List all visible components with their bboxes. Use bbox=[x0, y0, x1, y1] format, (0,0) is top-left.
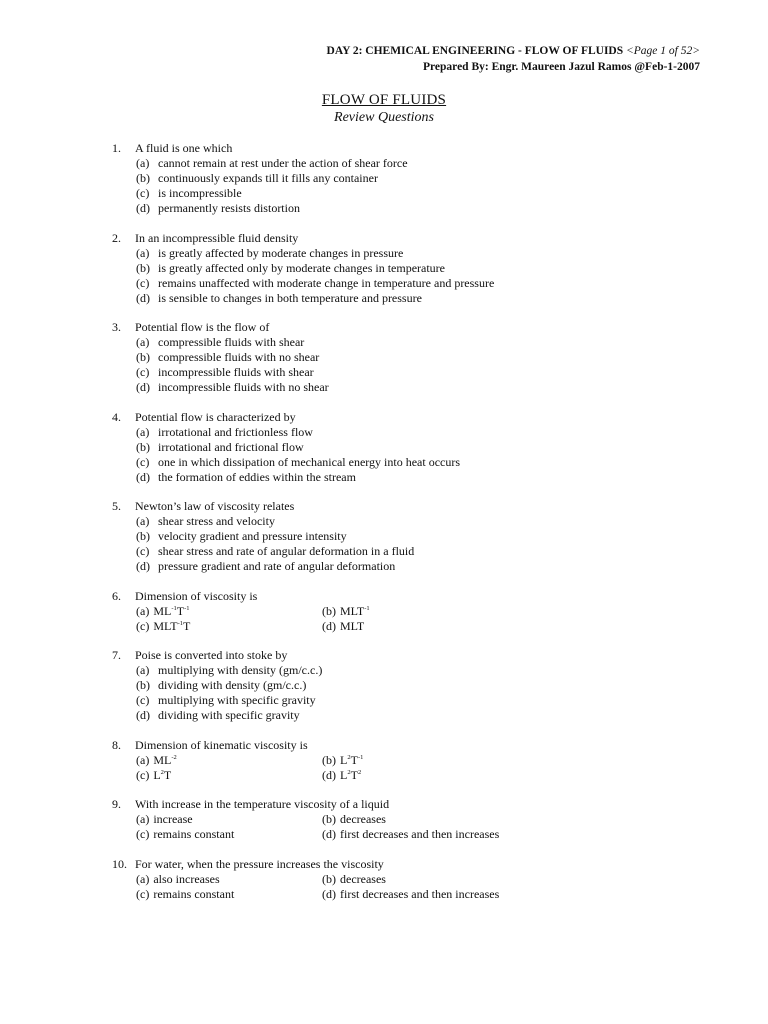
question-text: With increase in the temperature viscosity of a liquid bbox=[135, 797, 390, 811]
option-text: cannot remain at rest under the action of shear force bbox=[158, 156, 408, 170]
option-label: (c) bbox=[136, 275, 150, 290]
option-label: (b) bbox=[136, 260, 150, 275]
option-grid bbox=[136, 604, 712, 634]
option-label: (a) bbox=[136, 245, 150, 260]
option-text-part: T bbox=[176, 603, 185, 618]
option-text: incompressible fluids with shear bbox=[158, 365, 314, 379]
option-item bbox=[136, 812, 322, 827]
option-item bbox=[136, 350, 712, 365]
option-text-part: ML bbox=[153, 752, 172, 767]
exponent: 2 bbox=[357, 768, 362, 776]
option-grid bbox=[136, 872, 712, 902]
header-page-info: <Page 1 of 52> bbox=[626, 45, 700, 57]
option-item bbox=[136, 335, 712, 350]
option-list bbox=[136, 335, 712, 395]
option-text: remains unaffected with moderate change in temperature and pressure bbox=[158, 275, 495, 290]
option-label: (d) bbox=[136, 559, 150, 573]
option-text-part: first decreases and then increases bbox=[340, 827, 500, 841]
title-block bbox=[0, 92, 768, 126]
option-row bbox=[136, 604, 712, 619]
option-label: (b) bbox=[136, 350, 150, 364]
option-label: (d) bbox=[322, 886, 336, 901]
option-text-part: also increases bbox=[153, 871, 220, 886]
option-label: (c) bbox=[136, 365, 150, 379]
question-item bbox=[112, 738, 712, 783]
option-label: (b) bbox=[322, 603, 336, 618]
option-item bbox=[136, 604, 322, 619]
option-item bbox=[136, 872, 322, 887]
option-text bbox=[340, 887, 499, 902]
option-label: (b) bbox=[136, 439, 150, 454]
option-text: shear stress and rate of angular deformation in a fluid bbox=[158, 544, 415, 558]
option-label: (c) bbox=[136, 767, 150, 782]
question-text: Potential flow is characterized by bbox=[135, 409, 296, 424]
option-text: irrotational and frictional flow bbox=[158, 439, 304, 454]
option-label: (a) bbox=[136, 514, 150, 528]
option-label: (b) bbox=[322, 812, 336, 826]
option-text bbox=[340, 872, 386, 887]
option-label: (d) bbox=[322, 767, 336, 782]
question-list bbox=[112, 141, 712, 916]
question-heading bbox=[112, 499, 712, 514]
option-label: (b) bbox=[136, 171, 150, 185]
option-text: one in which dissipation of mechanical energy into heat occurs bbox=[158, 454, 461, 469]
option-text bbox=[340, 753, 363, 768]
option-item bbox=[136, 708, 712, 723]
option-text-part: MLT bbox=[340, 618, 365, 633]
question-number: 10. bbox=[112, 856, 127, 871]
option-item bbox=[136, 246, 712, 261]
option-text bbox=[153, 619, 190, 634]
option-item bbox=[136, 261, 712, 276]
option-text: incompressible fluids with no shear bbox=[158, 380, 329, 394]
option-label: (d) bbox=[136, 708, 150, 722]
header-course: DAY 2: CHEMICAL ENGINEERING - FLOW OF FLUIDS bbox=[326, 45, 627, 57]
option-label: (c) bbox=[136, 886, 150, 901]
option-text bbox=[153, 753, 176, 768]
option-item bbox=[136, 171, 712, 186]
option-text bbox=[153, 812, 192, 827]
option-item bbox=[136, 186, 712, 201]
option-item bbox=[136, 470, 712, 485]
question-item bbox=[112, 648, 712, 723]
option-text bbox=[153, 872, 219, 887]
option-list bbox=[136, 156, 712, 216]
question-number: 1. bbox=[112, 141, 121, 155]
option-label: (d) bbox=[136, 469, 150, 484]
question-item bbox=[112, 797, 712, 842]
option-text-part: MLT bbox=[340, 603, 365, 618]
option-grid bbox=[136, 812, 712, 842]
option-label: (c) bbox=[136, 693, 150, 707]
option-text: multiplying with density (gm/c.c.) bbox=[158, 663, 323, 677]
exponent: -1 bbox=[177, 619, 183, 627]
option-item bbox=[136, 291, 712, 306]
option-item bbox=[136, 827, 322, 842]
option-text-part: remains constant bbox=[153, 827, 235, 841]
option-item bbox=[322, 768, 361, 783]
option-item bbox=[322, 619, 364, 634]
option-item bbox=[136, 693, 712, 708]
option-label: (a) bbox=[136, 663, 150, 677]
option-grid bbox=[136, 753, 712, 783]
question-heading bbox=[112, 738, 712, 753]
exponent: -2 bbox=[171, 753, 177, 761]
option-text: compressible fluids with no shear bbox=[158, 350, 320, 364]
option-text-part: T bbox=[163, 767, 172, 782]
option-row bbox=[136, 812, 712, 827]
option-text: continuously expands till it fills any container bbox=[158, 171, 378, 185]
question-text: Potential flow is the flow of bbox=[135, 320, 270, 334]
option-list bbox=[136, 514, 712, 574]
option-label: (b) bbox=[322, 871, 336, 886]
option-text-part: L bbox=[153, 767, 161, 782]
option-row bbox=[136, 887, 712, 902]
option-text bbox=[340, 827, 499, 842]
option-item bbox=[136, 514, 712, 529]
option-text-part: increase bbox=[153, 812, 193, 826]
page-header bbox=[327, 44, 700, 75]
exponent: -1 bbox=[171, 604, 177, 612]
option-text-part: T bbox=[182, 618, 191, 633]
question-item bbox=[112, 410, 712, 485]
option-label: (a) bbox=[136, 812, 150, 826]
option-item bbox=[136, 156, 712, 171]
option-item bbox=[136, 544, 712, 559]
option-text: permanently resists distortion bbox=[158, 201, 300, 215]
option-item bbox=[136, 559, 712, 574]
question-heading bbox=[112, 797, 712, 812]
option-item bbox=[136, 276, 712, 291]
option-text: compressible fluids with shear bbox=[158, 335, 305, 349]
option-row bbox=[136, 827, 712, 842]
question-number: 2. bbox=[112, 230, 121, 245]
option-text-part: decreases bbox=[340, 871, 386, 886]
option-item bbox=[322, 887, 499, 902]
option-item bbox=[322, 812, 386, 827]
option-text: multiplying with specific gravity bbox=[158, 693, 316, 707]
option-text: the formation of eddies within the stream bbox=[158, 469, 356, 484]
question-number: 9. bbox=[112, 797, 121, 811]
option-label: (d) bbox=[136, 290, 150, 305]
option-label: (d) bbox=[322, 827, 336, 841]
question-text: In an incompressible fluid density bbox=[135, 230, 299, 245]
option-label: (a) bbox=[136, 752, 150, 767]
option-text bbox=[340, 604, 370, 619]
exponent: -1 bbox=[364, 604, 370, 612]
option-text bbox=[340, 619, 364, 634]
option-text bbox=[340, 812, 386, 827]
option-item bbox=[322, 753, 363, 768]
question-text: Poise is converted into stoke by bbox=[135, 648, 288, 662]
option-text bbox=[153, 887, 234, 902]
option-text: shear stress and velocity bbox=[158, 514, 275, 528]
option-list bbox=[136, 663, 712, 723]
option-item bbox=[136, 768, 322, 783]
option-item bbox=[322, 827, 499, 842]
option-text-part: MLT bbox=[153, 618, 178, 633]
option-text bbox=[153, 768, 171, 783]
option-label: (d) bbox=[136, 380, 150, 394]
question-number: 5. bbox=[112, 499, 121, 513]
option-text-part: L bbox=[340, 767, 348, 782]
option-item bbox=[136, 201, 712, 216]
option-text-part: remains constant bbox=[153, 886, 235, 901]
exponent: 2 bbox=[347, 753, 351, 761]
option-text: irrotational and frictionless flow bbox=[158, 424, 313, 439]
exponent: -1 bbox=[184, 604, 190, 612]
question-heading bbox=[112, 857, 712, 872]
option-text-part: T bbox=[350, 767, 358, 782]
exponent: 2 bbox=[160, 768, 164, 776]
option-label: (a) bbox=[136, 335, 150, 349]
option-label: (b) bbox=[136, 678, 150, 692]
question-heading bbox=[112, 141, 712, 156]
option-label: (c) bbox=[136, 454, 150, 469]
option-text-part: L bbox=[340, 752, 348, 767]
option-label: (a) bbox=[136, 156, 150, 170]
option-text: is sensible to changes in both temperature and pressure bbox=[158, 290, 422, 305]
header-author: Prepared By: Engr. Maureen Jazul Ramos @Feb-1-2007 bbox=[423, 60, 700, 73]
option-text bbox=[340, 768, 361, 783]
option-item bbox=[136, 887, 322, 902]
question-heading bbox=[112, 231, 712, 246]
question-text: A fluid is one which bbox=[135, 141, 233, 155]
option-item bbox=[136, 619, 322, 634]
option-item bbox=[136, 753, 322, 768]
question-item bbox=[112, 499, 712, 574]
option-label: (d) bbox=[322, 618, 336, 633]
option-list bbox=[136, 425, 712, 485]
option-text bbox=[153, 827, 234, 842]
question-heading bbox=[112, 648, 712, 663]
option-text: velocity gradient and pressure intensity bbox=[158, 529, 347, 543]
question-item bbox=[112, 857, 712, 902]
option-text: is incompressible bbox=[158, 186, 242, 200]
option-text-part: ML bbox=[153, 603, 172, 618]
option-label: (a) bbox=[136, 603, 150, 618]
option-item bbox=[136, 678, 712, 693]
option-label: (b) bbox=[136, 529, 150, 543]
question-text: Newton’s law of viscosity relates bbox=[135, 499, 295, 513]
question-heading bbox=[112, 410, 712, 425]
option-text-part: first decreases and then increases bbox=[340, 886, 500, 901]
option-item bbox=[136, 365, 712, 380]
option-label: (b) bbox=[322, 752, 336, 767]
question-number: 4. bbox=[112, 409, 121, 424]
option-text: is greatly affected only by moderate changes in temperature bbox=[158, 260, 445, 275]
document-subtitle: Review Questions bbox=[334, 110, 434, 125]
option-item bbox=[322, 872, 386, 887]
question-text: For water, when the pressure increases the viscosity bbox=[135, 856, 384, 871]
option-label: (c) bbox=[136, 618, 150, 633]
question-heading bbox=[112, 589, 712, 604]
question-number: 8. bbox=[112, 737, 121, 752]
option-item bbox=[322, 604, 370, 619]
option-label: (d) bbox=[136, 201, 150, 215]
question-item bbox=[112, 231, 712, 306]
exponent: 2 bbox=[347, 768, 351, 776]
option-item bbox=[136, 425, 712, 440]
header-course-line bbox=[327, 44, 700, 60]
option-text bbox=[153, 604, 189, 619]
option-text-part: decreases bbox=[340, 812, 386, 826]
option-label: (c) bbox=[136, 544, 150, 558]
option-label: (a) bbox=[136, 871, 150, 886]
question-heading bbox=[112, 320, 712, 335]
question-number: 7. bbox=[112, 648, 121, 662]
option-text: dividing with density (gm/c.c.) bbox=[158, 678, 307, 692]
option-list bbox=[136, 246, 712, 306]
option-item bbox=[136, 529, 712, 544]
option-row bbox=[136, 753, 712, 768]
question-text: Dimension of viscosity is bbox=[135, 588, 258, 603]
option-text: dividing with specific gravity bbox=[158, 708, 300, 722]
option-row bbox=[136, 768, 712, 783]
exponent: -1 bbox=[357, 753, 364, 761]
option-row bbox=[136, 872, 712, 887]
option-item bbox=[136, 380, 712, 395]
question-item bbox=[112, 141, 712, 216]
question-text: Dimension of kinematic viscosity is bbox=[135, 737, 308, 752]
option-item bbox=[136, 455, 712, 470]
option-text: is greatly affected by moderate changes in pressure bbox=[158, 245, 404, 260]
option-item bbox=[136, 663, 712, 678]
question-number: 3. bbox=[112, 320, 121, 334]
option-text-part: T bbox=[350, 752, 358, 767]
option-row bbox=[136, 619, 712, 634]
option-text: pressure gradient and rate of angular deformation bbox=[158, 559, 396, 573]
option-label: (a) bbox=[136, 424, 150, 439]
option-label: (c) bbox=[136, 827, 150, 841]
option-label: (c) bbox=[136, 186, 150, 200]
question-item bbox=[112, 320, 712, 395]
question-number: 6. bbox=[112, 588, 121, 603]
option-item bbox=[136, 440, 712, 455]
document-title: FLOW OF FLUIDS bbox=[321, 92, 447, 108]
question-item bbox=[112, 589, 712, 634]
